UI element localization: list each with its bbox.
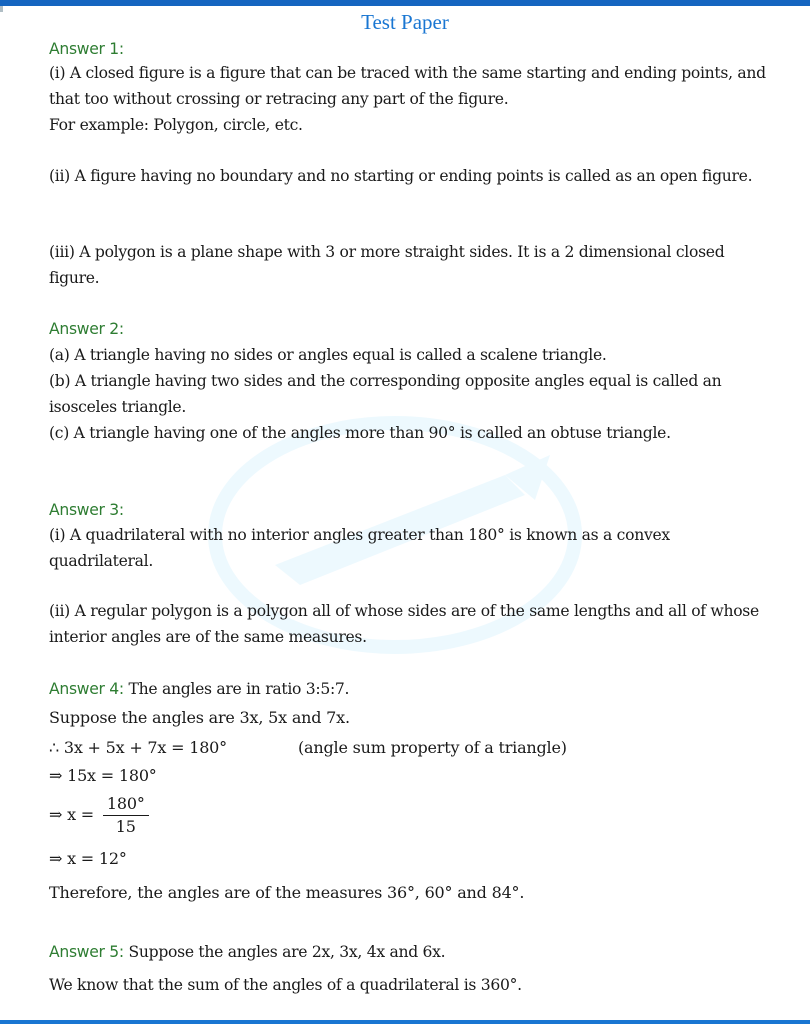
answer-4-equation-3-prefix: ⇒ x = (49, 805, 95, 824)
top-border-bar (0, 0, 810, 6)
answer-4-suppose: Suppose the angles are 3x, 5x and 7x. (49, 708, 350, 727)
answer-4-equation-4: ⇒ x = 12° (49, 849, 127, 868)
answer-3-part-ii: (ii) A regular polygon is a polygon all of whose sides are of the same lengths and all of whose interior angles are of the same measures. (49, 602, 759, 646)
answer-4-intro: The angles are in ratio 3:5:7. (128, 680, 350, 698)
answer-3-heading: Answer 3: (49, 501, 124, 519)
answer-5-heading: Answer 5: (49, 943, 124, 961)
answer-2-part-a: (a) A triangle having no sides or angles equal is called a scalene triangle. (49, 346, 607, 364)
answer-4-equation-2: ⇒ 15x = 180° (49, 766, 157, 785)
answer-4-equation-1: ∴ 3x + 5x + 7x = 180° (49, 738, 227, 757)
answer-2-part-b: (b) A triangle having two sides and the corresponding opposite angles equal is called an isosceles triangle. (49, 372, 722, 416)
page-title: Test Paper (361, 10, 449, 34)
answer-4-equation-3 (49, 790, 149, 840)
answer-2-part-c: (c) A triangle having one of the angles more than 90° is called an obtuse triangle. (49, 424, 671, 442)
answer-4-line (49, 676, 769, 702)
answer-5-line (49, 939, 769, 965)
answer-4-conclusion: Therefore, the angles are of the measures 36°, 60° and 84°. (49, 883, 525, 902)
answer-5-sum-fact: We know that the sum of the angles of a quadrilateral is 360°. (49, 976, 522, 994)
answer-4-equation-1-note: (angle sum property of a triangle) (298, 738, 567, 757)
answer-4-heading: Answer 4: (49, 680, 124, 698)
answer-1-heading: Answer 1: (49, 40, 124, 58)
answer-1-example: For example: Polygon, circle, etc. (49, 116, 303, 134)
answer-1-part-iii: (iii) A polygon is a plane shape with 3 or more straight sides. It is a 2 dimensional closed figure. (49, 243, 725, 287)
answer-1-part-i: (i) A closed figure is a figure that can be traced with the same starting and ending points, and that too without crossing or retracing any part of the figure. (49, 64, 766, 108)
answer-1-part-ii: (ii) A figure having no boundary and no starting or ending points is called as an open figure. (49, 167, 753, 185)
fraction-numerator: 180° (103, 793, 149, 816)
answer-5-intro: Suppose the angles are 2x, 3x, 4x and 6x. (128, 943, 446, 961)
fraction-denominator: 15 (115, 817, 136, 836)
answer-3-part-i: (i) A quadrilateral with no interior angles greater than 180° is known as a convex quadrilateral. (49, 526, 670, 570)
fraction (103, 793, 149, 838)
bottom-border-bar (0, 1020, 810, 1024)
answer-2-heading: Answer 2: (49, 320, 124, 338)
